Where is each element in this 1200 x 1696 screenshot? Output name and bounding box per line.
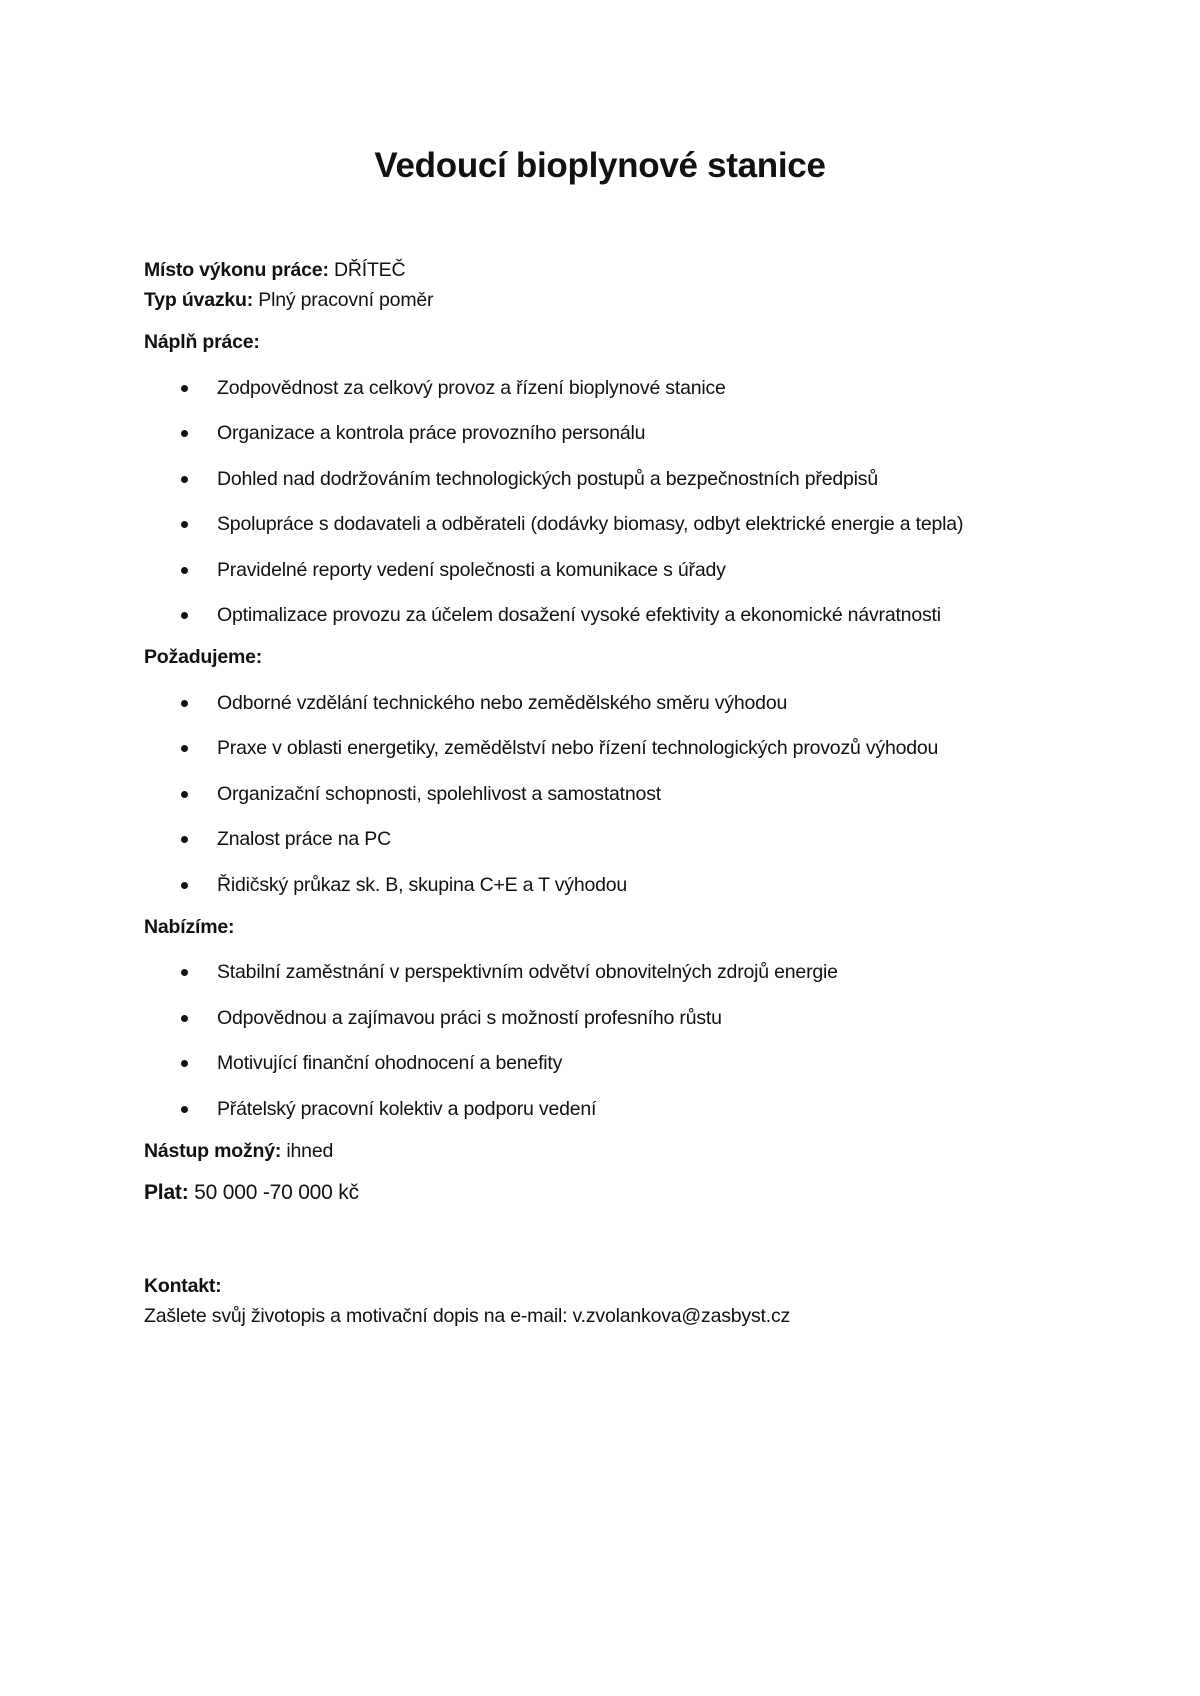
start-row (144, 1136, 1104, 1166)
contract-value: Plný pracovní poměr (258, 289, 434, 311)
bullet-icon (181, 612, 188, 619)
list-item (144, 509, 1104, 539)
bullet-icon (181, 700, 188, 707)
place-row (144, 255, 1104, 285)
list-item (144, 1048, 1104, 1078)
bullet-icon (181, 969, 188, 976)
start-value: ihned (286, 1139, 334, 1162)
bullet-icon (181, 791, 188, 798)
list-item-text: Odpovědnou a zajímavou práci s možností profesního růstu (217, 1006, 722, 1029)
list-item (144, 824, 1104, 854)
contact-email[interactable]: v.zvolankova@zasbyst.cz (572, 1304, 791, 1327)
bullet-icon (181, 1015, 188, 1022)
salary-row (144, 1178, 1104, 1208)
start-label: Nástup možný: (144, 1139, 282, 1162)
list-item-text: Motivující finanční ohodnocení a benefity (217, 1052, 563, 1074)
requirements-list (144, 688, 1104, 900)
page-title: Vedoucí bioplynové stanice (374, 146, 826, 185)
requirements-heading: Požadujeme: (144, 646, 263, 668)
contact-row (144, 1301, 1104, 1331)
place-value: DŘÍTEČ (333, 259, 406, 281)
list-item (144, 733, 1104, 763)
list-item-text: Dohled nad dodržováním technologických postupů a bezpečnostních předpisů (217, 467, 878, 490)
list-item-text: Přátelský pracovní kolektiv a podporu vedení (217, 1097, 597, 1120)
document-body (144, 255, 1104, 1331)
list-item-text: Organizace a kontrola práce provozního personálu (217, 422, 646, 444)
duties-heading: Náplň práce: (144, 331, 260, 353)
list-item (144, 1003, 1104, 1033)
bullet-icon (181, 521, 188, 528)
bullet-icon (181, 1106, 188, 1113)
list-item-text: Praxe v oblasti energetiky, zemědělství nebo řízení technologických provozů výhodou (217, 737, 939, 759)
list-item (144, 688, 1104, 718)
list-item-text: Odborné vzdělání technického nebo zemědělského směru výhodou (217, 691, 788, 714)
salary-label: Plat: (144, 1180, 189, 1204)
bullet-icon (181, 430, 188, 437)
list-item-text: Stabilní zaměstnání v perspektivním odvětví obnovitelných zdrojů energie (217, 961, 838, 983)
list-item (144, 555, 1104, 585)
list-item (144, 870, 1104, 900)
list-item (144, 1094, 1104, 1124)
list-item-text: Znalost práce na PC (217, 828, 391, 850)
list-item-text: Řidičský průkaz sk. B, skupina C+E a T výhodou (217, 873, 628, 896)
bullet-icon (181, 567, 188, 574)
offer-heading: Nabízíme: (144, 915, 235, 938)
bullet-icon (181, 836, 188, 843)
list-item (144, 600, 1104, 630)
list-item-text: Optimalizace provozu za účelem dosažení vysoké efektivity a ekonomické návratnosti (217, 604, 941, 626)
contact-heading: Kontakt: (144, 1274, 222, 1297)
contact-text: Zašlete svůj životopis a motivační dopis na e-mail: (144, 1304, 573, 1327)
list-item (144, 957, 1104, 987)
list-item-text: Zodpovědnost za celkový provoz a řízení bioplynové stanice (217, 376, 726, 399)
list-item (144, 464, 1104, 494)
list-item (144, 779, 1104, 809)
salary-value: 50 000 -70 000 kč (194, 1180, 359, 1204)
offer-list (144, 957, 1104, 1124)
bullet-icon (181, 385, 188, 392)
bullet-icon (181, 745, 188, 752)
list-item-text: Spolupráce s dodavateli a odběrateli (dodávky biomasy, odbyt elektrické energie a tepla) (217, 513, 964, 535)
duties-list (144, 373, 1104, 631)
contract-label: Typ úvazku: (144, 289, 254, 311)
bullet-icon (181, 882, 188, 889)
list-item-text: Pravidelné reporty vedení společnosti a komunikace s úřady (217, 558, 726, 581)
list-item (144, 418, 1104, 448)
list-item (144, 373, 1104, 403)
contract-row (144, 285, 1104, 315)
bullet-icon (181, 476, 188, 483)
list-item-text: Organizační schopnosti, spolehlivost a samostatnost (217, 782, 661, 805)
place-label: Místo výkonu práce: (144, 259, 329, 281)
bullet-icon (181, 1060, 188, 1067)
